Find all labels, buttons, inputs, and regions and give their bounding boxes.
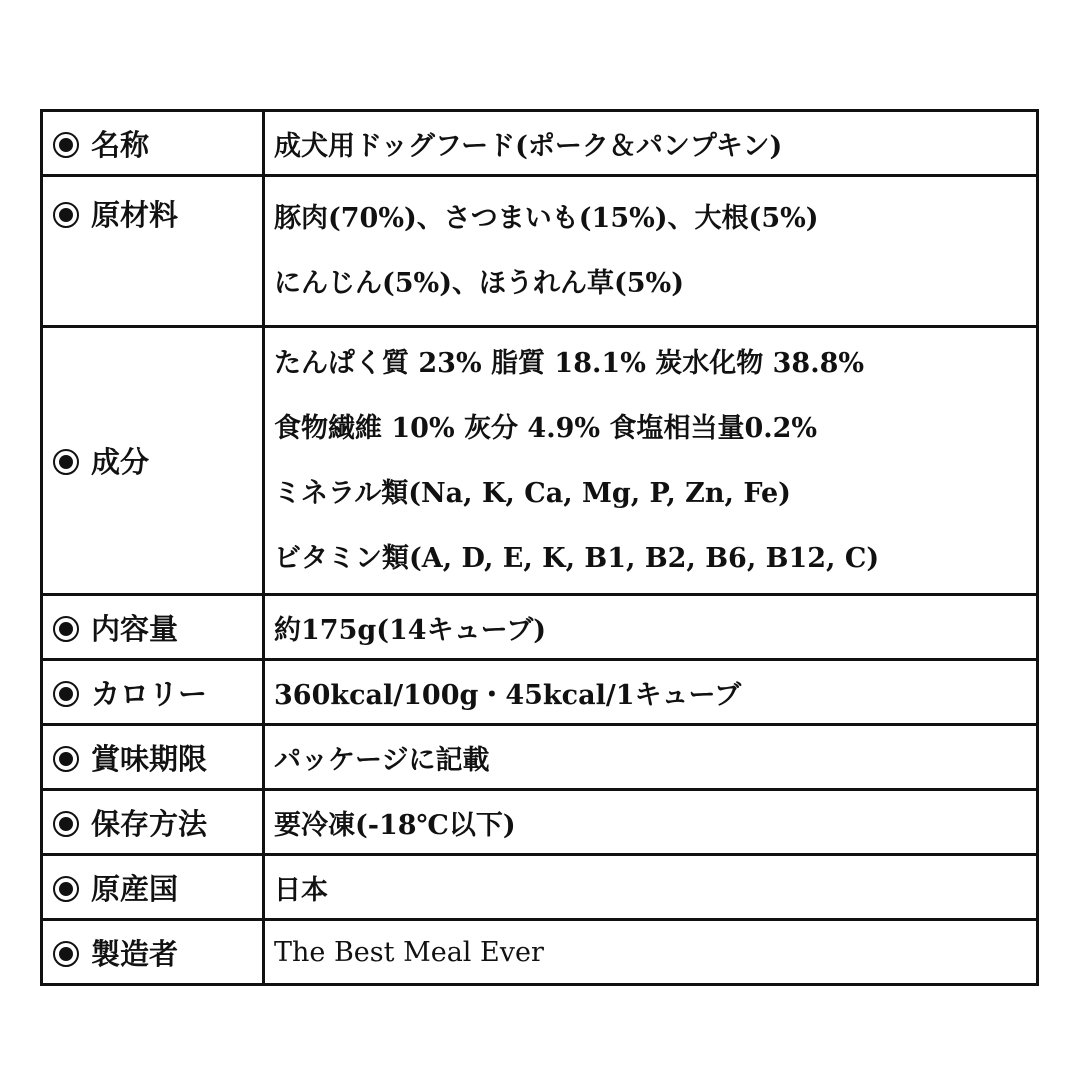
fisheye-bullet-icon [53, 681, 79, 707]
spec-value-cell [264, 660, 1038, 725]
spec-row-ingredients [42, 176, 1038, 327]
spec-value-line: ビタミン類(A, D, E, K, B1, B2, B6, B12, C) [274, 542, 880, 574]
fisheye-bullet-icon [53, 449, 79, 475]
spec-label-cell [42, 327, 264, 595]
spec-value-cell [264, 855, 1038, 920]
fisheye-bullet-icon [53, 811, 79, 837]
spec-label-cell [42, 920, 264, 985]
spec-value-line: 食物繊維 10% 灰分 4.9% 食塩相当量0.2% [274, 412, 818, 444]
spec-value-line: パッケージに記載 [274, 744, 490, 776]
spec-label: 賞味期限 [91, 741, 208, 776]
spec-value-line: 成犬用ドッグフード(ポーク＆パンプキン) [274, 130, 783, 162]
spec-value-line: にんじん(5%)、ほうれん草(5%) [274, 268, 684, 299]
spec-row-name [42, 111, 1038, 176]
spec-label-cell [42, 111, 264, 176]
spec-label: 保存方法 [91, 806, 208, 841]
spec-value-line: The Best Meal Ever [274, 936, 544, 968]
spec-value-cell [264, 920, 1038, 985]
spec-label: 製造者 [91, 936, 179, 971]
spec-value-cell [264, 595, 1038, 660]
spec-row-manufacturer [42, 920, 1038, 985]
fisheye-bullet-icon [53, 941, 79, 967]
spec-value-cell [264, 725, 1038, 790]
spec-value-line: たんぱく質 23% 脂質 18.1% 炭水化物 38.8% [274, 347, 865, 379]
spec-label-cell [42, 660, 264, 725]
spec-label: 内容量 [91, 611, 179, 646]
spec-value-cell [264, 176, 1038, 327]
product-spec-table [40, 109, 1039, 986]
spec-label: 原産国 [91, 871, 179, 906]
spec-row-calories [42, 660, 1038, 725]
fisheye-bullet-icon [53, 132, 79, 158]
fisheye-bullet-icon [53, 202, 79, 228]
spec-row-net-content [42, 595, 1038, 660]
spec-label: 成分 [91, 445, 150, 479]
spec-value-line: 豚肉(70%)、さつまいも(15%)、大根(5%) [274, 203, 819, 234]
spec-row-composition [42, 327, 1038, 595]
spec-value-cell [264, 790, 1038, 855]
spec-label: カロリー [91, 676, 208, 711]
spec-row-storage [42, 790, 1038, 855]
spec-label-cell [42, 595, 264, 660]
spec-value-line: 日本 [274, 874, 328, 906]
spec-label-cell [42, 855, 264, 920]
spec-value-line: ミネラル類(Na, K, Ca, Mg, P, Zn, Fe) [274, 477, 791, 509]
spec-value-cell [264, 327, 1038, 595]
spec-label-cell [42, 725, 264, 790]
spec-label: 名称 [91, 127, 150, 162]
spec-value-line: 要冷凍(-18℃以下) [274, 809, 516, 841]
spec-label-cell [42, 176, 264, 327]
spec-label: 原材料 [91, 198, 179, 232]
fisheye-bullet-icon [53, 876, 79, 902]
spec-row-best-before [42, 725, 1038, 790]
spec-value-line: 360kcal/100g・45kcal/1キューブ [274, 679, 742, 711]
spec-value-line: 約175g(14キューブ) [274, 614, 547, 646]
fisheye-bullet-icon [53, 616, 79, 642]
spec-row-origin [42, 855, 1038, 920]
spec-value-cell [264, 111, 1038, 176]
fisheye-bullet-icon [53, 746, 79, 772]
spec-label-cell [42, 790, 264, 855]
